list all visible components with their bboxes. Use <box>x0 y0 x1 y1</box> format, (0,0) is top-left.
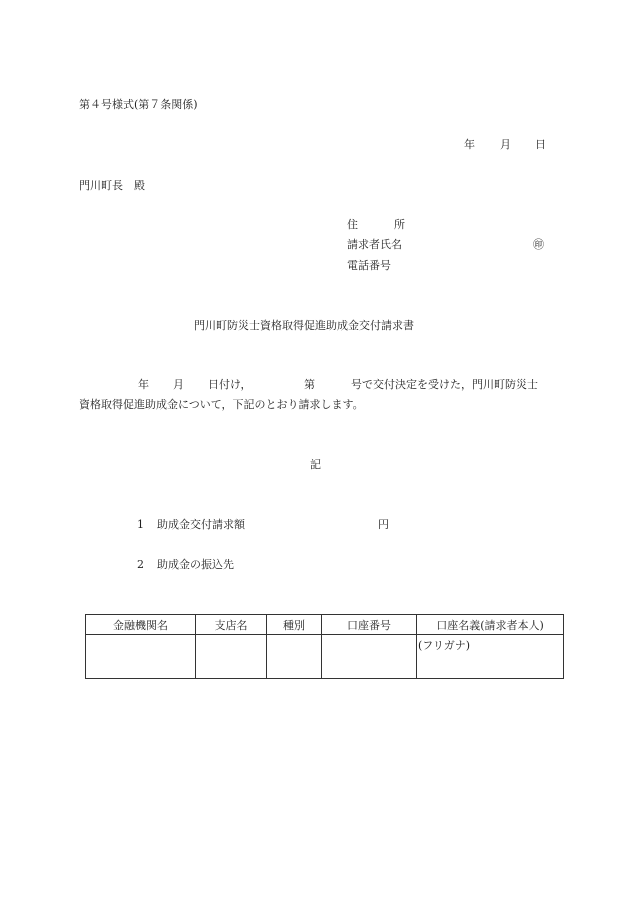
header-account-type: 種別 <box>267 615 322 635</box>
header-branch-name: 支店名 <box>196 615 267 635</box>
body-day-suffix: 日付け， <box>208 378 252 391</box>
address-label-part2: 所 <box>394 218 405 231</box>
body-month: 月 <box>173 378 184 391</box>
body-line1-rest: 号で交付決定を受けた，門川町防災士 <box>351 378 538 391</box>
address-label-part1: 住 <box>347 218 358 231</box>
ki-heading: 記 <box>310 458 321 471</box>
cell-account-number[interactable] <box>322 635 417 679</box>
cell-branch-name[interactable] <box>196 635 267 679</box>
item-unit: 円 <box>378 518 389 531</box>
table-row <box>86 635 564 679</box>
document-title: 門川町防災士資格取得促進助成金交付請求書 <box>194 319 414 332</box>
header-bank-name: 金融機関名 <box>86 615 196 635</box>
addressee: 門川町長 殿 <box>79 179 145 192</box>
phone-label: 電話番号 <box>347 259 391 272</box>
body-year: 年 <box>138 378 149 391</box>
bank-account-table <box>85 614 564 679</box>
applicant-name-label: 請求者氏名 <box>347 238 402 251</box>
body-line2: 資格取得促進助成金について，下記のとおり請求します。 <box>79 398 364 411</box>
date-month-label: 月 <box>500 138 511 151</box>
item-label: 助成金の振込先 <box>157 558 234 571</box>
cell-bank-name[interactable] <box>86 635 196 679</box>
cell-account-type[interactable] <box>267 635 322 679</box>
item-label: 助成金交付請求額 <box>157 518 245 531</box>
table-header-row <box>86 615 564 635</box>
header-account-number: 口座番号 <box>322 615 417 635</box>
date-day-label: 日 <box>535 138 546 151</box>
header-account-holder: 口座名義(請求者本人) <box>417 615 564 635</box>
body-number-prefix: 第 <box>304 378 315 391</box>
date-year-label: 年 <box>464 138 475 151</box>
cell-account-holder[interactable] <box>417 635 564 679</box>
item-number: 2 <box>137 558 144 571</box>
furigana-note: (フリガナ) <box>418 639 471 652</box>
item-number: 1 <box>137 518 144 531</box>
seal-mark: ㊞ <box>533 238 544 251</box>
form-number-label: 第４号様式(第７条関係) <box>79 98 198 111</box>
